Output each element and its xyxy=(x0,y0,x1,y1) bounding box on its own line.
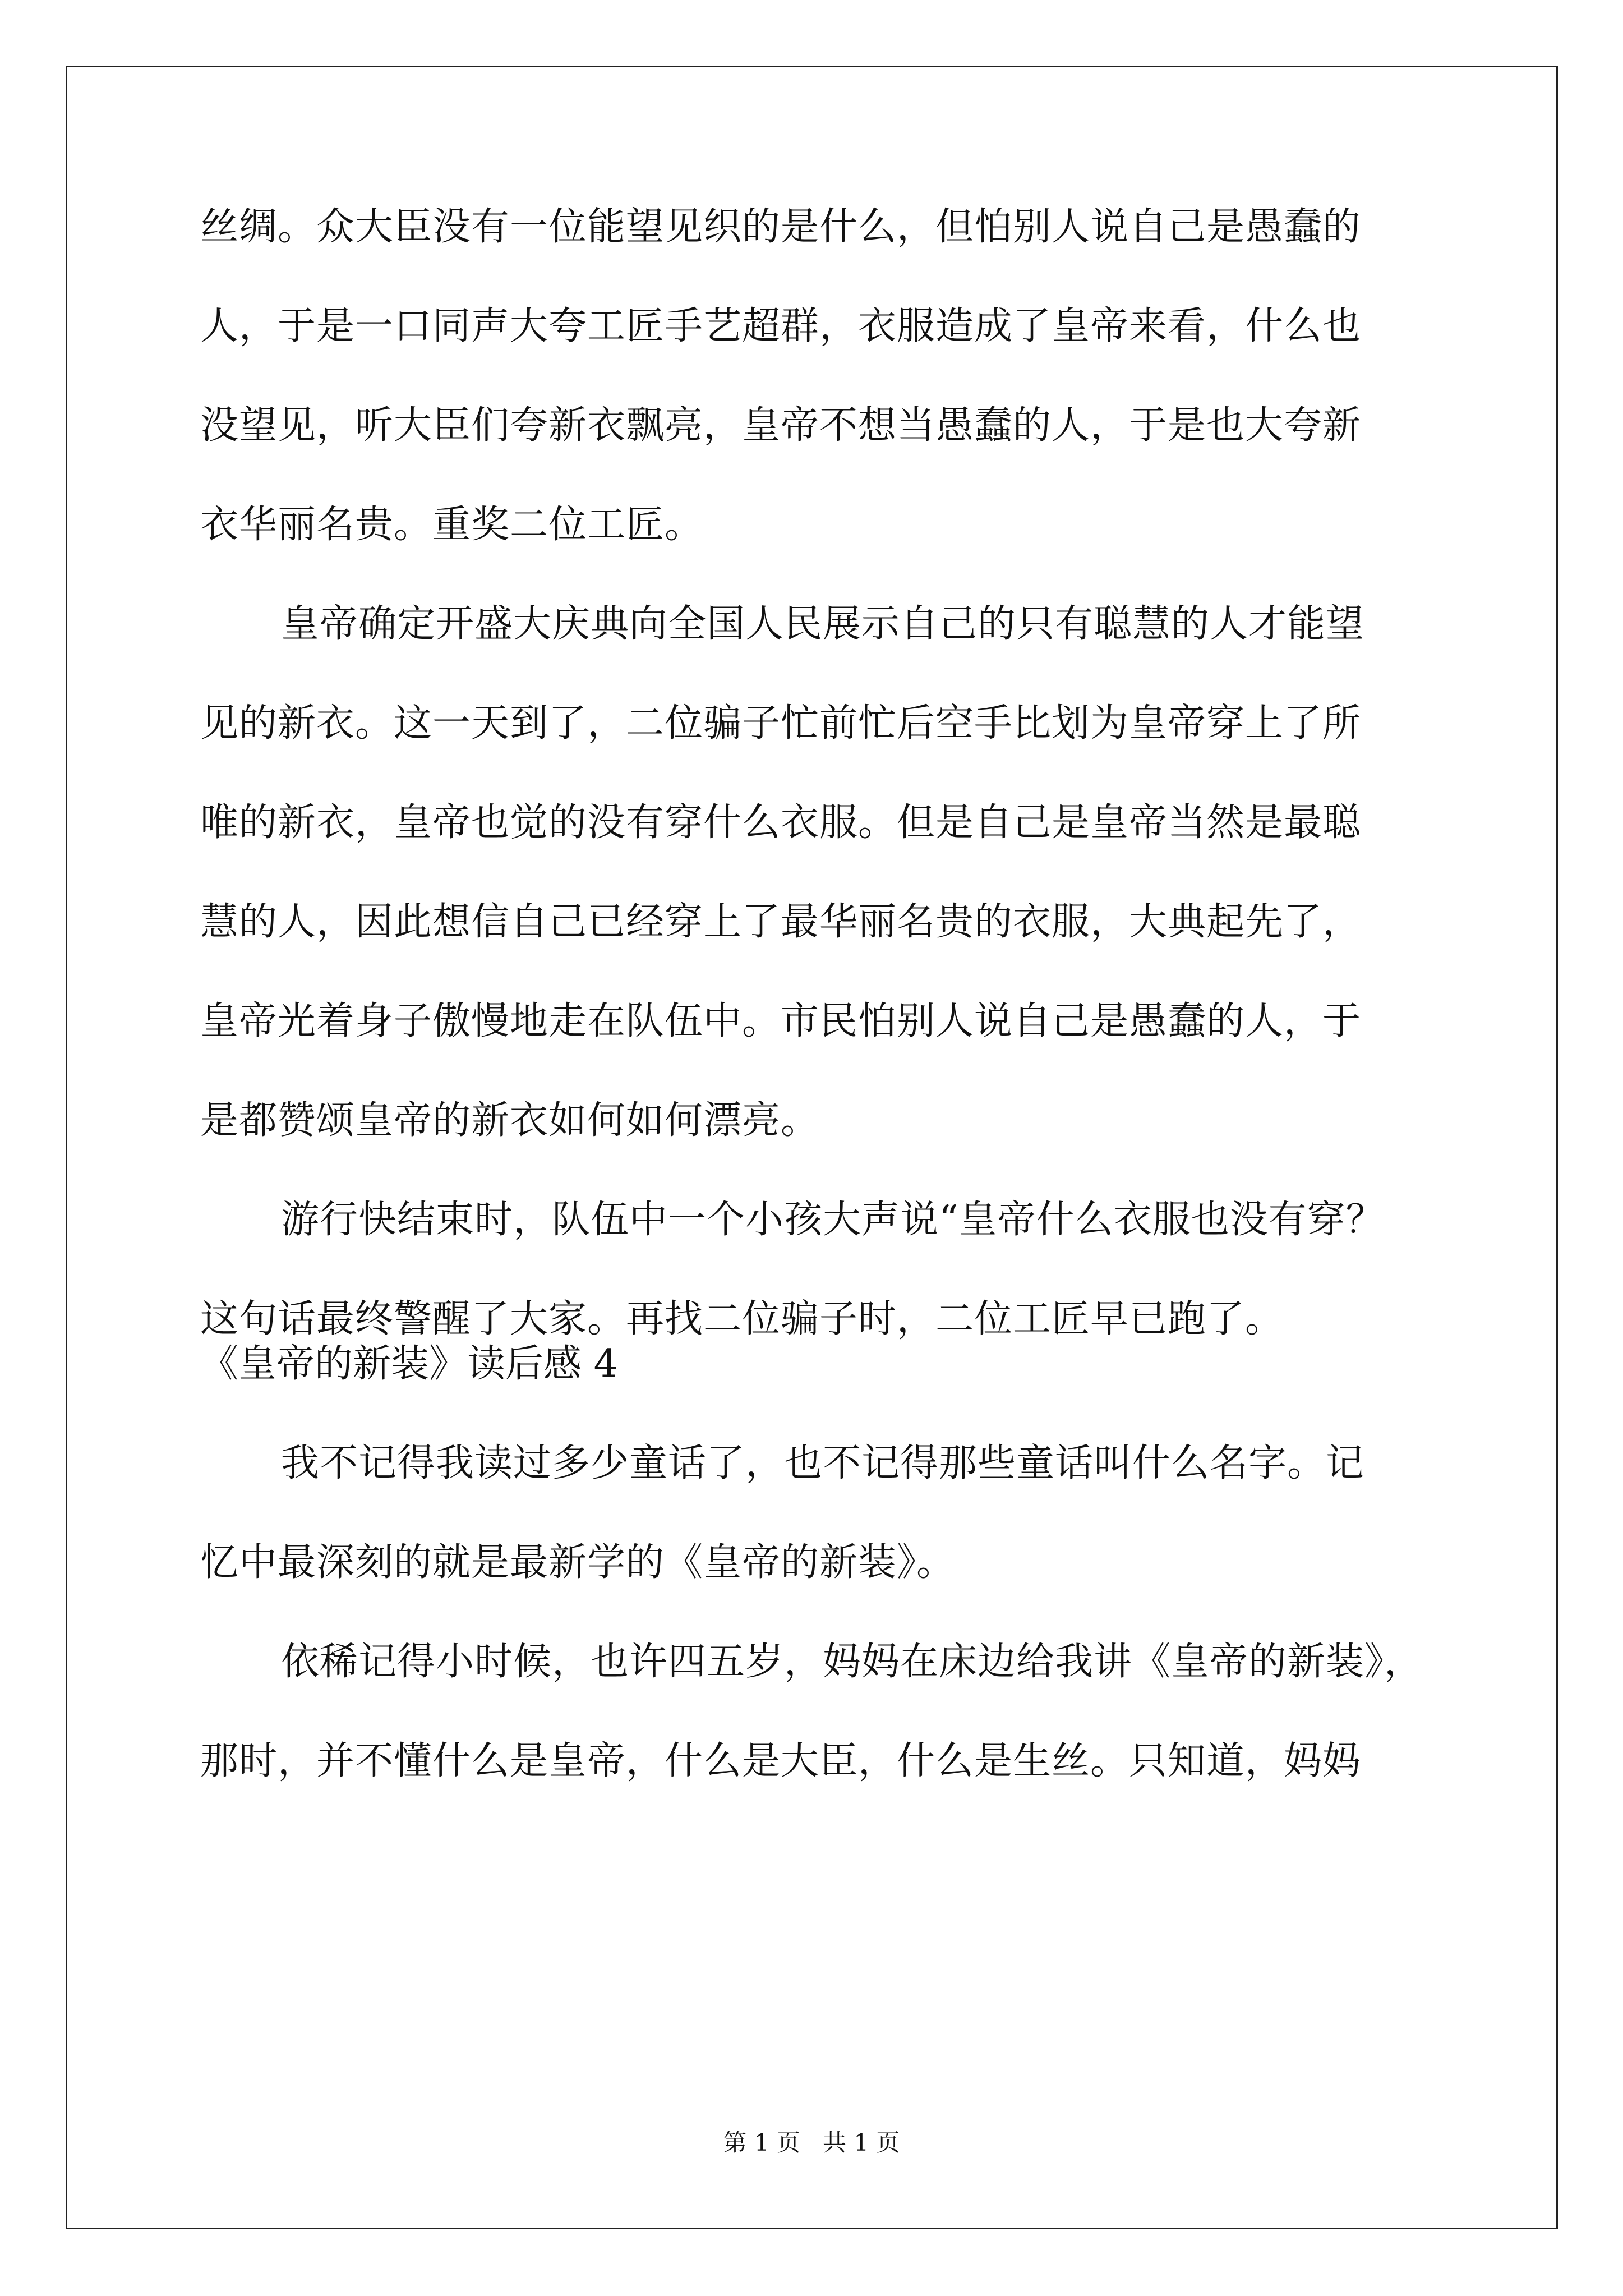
document-body xyxy=(200,205,1428,1784)
paragraph-line: 依稀记得小时候，也许四五岁，妈妈在床边给我讲《皇帝的新装》， xyxy=(281,1640,1423,1684)
paragraph-line: 衣华丽名贵。重奖二位工匠。 xyxy=(200,503,704,547)
paragraph-line: 慧的人，因此想信自己已经穿上了最华丽名贵的衣服，大典起先了， xyxy=(200,900,1362,944)
paragraph-line: 皇帝光着身子傲慢地走在队伍中。市民怕别人说自己是愚蠢的人，于 xyxy=(200,999,1362,1043)
section-heading: 《皇帝的新装》读后感 4 xyxy=(200,1342,618,1386)
paragraph-line: 是都赞颂皇帝的新衣如何如何漂亮。 xyxy=(200,1098,820,1143)
paragraph-line: 没望见，听大臣们夸新衣飘亮，皇帝不想当愚蠢的人，于是也大夸新 xyxy=(200,403,1362,448)
paragraph-line: 游行快结束时，队伍中一个小孩大声说“皇帝什么衣服也没有穿？ xyxy=(281,1198,1385,1242)
page-footer: 第 1 页 共 1 页 xyxy=(723,2129,900,2156)
paragraph-line: 见的新衣。这一天到了，二位骗子忙前忙后空手比划为皇帝穿上了所 xyxy=(200,701,1362,746)
paragraph-line: 这句话最终警醒了大家。再找二位骗子时，二位工匠早已跑了。 xyxy=(200,1297,1284,1341)
paragraph-line: 那时，并不懂什么是皇帝，什么是大臣，什么是生丝。只知道，妈妈 xyxy=(200,1739,1362,1783)
paragraph-line: 我不记得我读过多少童话了，也不记得那些童话叫什么名字。记 xyxy=(281,1441,1365,1485)
paragraph-line: 忆中最深刻的就是最新学的《皇帝的新装》。 xyxy=(200,1540,956,1585)
paragraph-line: 皇帝确定开盛大庆典向全国人民展示自己的只有聪慧的人才能望 xyxy=(281,602,1365,646)
paragraph-line: 丝绸。众大臣没有一位能望见织的是什么，但怕别人说自己是愚蠢的 xyxy=(200,205,1362,249)
paragraph-line: 人，于是一口同声大夸工匠手艺超群，衣服造成了皇帝来看，什么也 xyxy=(200,304,1362,348)
paragraph-line: 唯的新衣，皇帝也觉的没有穿什么衣服。但是自己是皇帝当然是最聪 xyxy=(200,800,1362,845)
